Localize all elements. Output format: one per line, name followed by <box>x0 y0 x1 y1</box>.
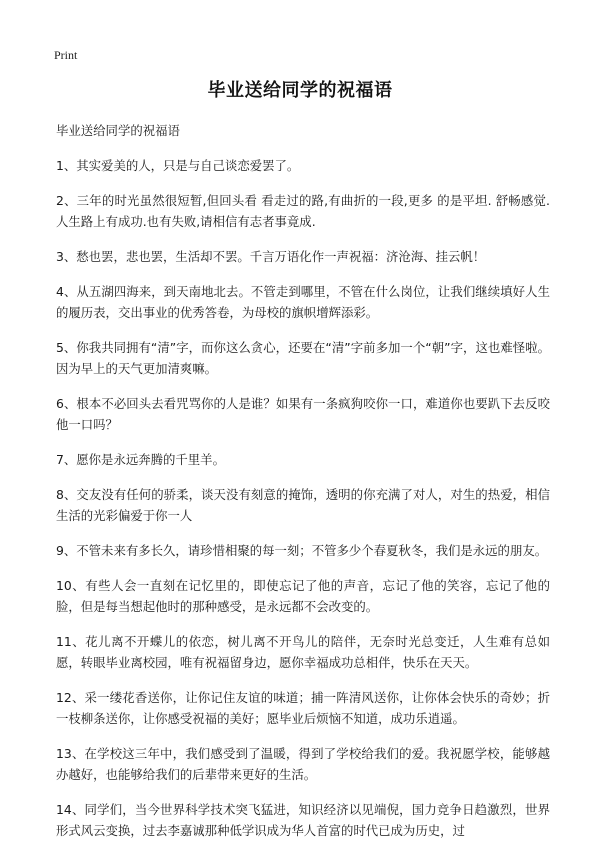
paragraph: 10、有些人会一直刻在记忆里的，即使忘记了他的声音，忘记了他的笑容，忘记了他的脸，但是每当想起他时的那种感受，是永远都不会改变的。 <box>56 578 550 614</box>
paragraph: 9、不管未来有多长久，请珍惜相聚的每一刻；不管多少个春夏秋冬，我们是永远的朋友。 <box>56 543 548 558</box>
document-subtitle: 毕业送给同学的祝福语 <box>56 123 180 138</box>
paragraph: 14、同学们，当今世界科学技术突飞猛进，知识经济以见端倪，国力竞争日趋激烈，世界形式风云变换，过去李嘉诚那种低学识成为华人首富的时代已成为历史，过 <box>56 802 550 838</box>
page-title: 毕业送给同学的祝福语 <box>207 80 393 101</box>
paragraph: 7、愿你是永远奔腾的千里羊。 <box>56 452 225 467</box>
paragraph: 2、三年的时光虽然很短暂,但回头看 看走过的路,有曲折的一段,更多 的是平坦. 舒畅感觉.人生路上有成功.也有失败,请相信有志者事竟成. <box>56 193 550 229</box>
paragraph: 6、根本不必回头去看咒骂你的人是谁？如果有一条疯狗咬你一口，难道你也要趴下去反咬他一口吗？ <box>56 396 550 432</box>
paragraph: 12、采一缕花香送你，让你记住友谊的味道；捕一阵清风送你，让你体会快乐的奇妙；折一枝柳条送你，让你感受祝福的美好；愿毕业后烦恼不知道，成功乐逍遥。 <box>56 690 550 726</box>
paragraph: 11、花儿离不开蝶儿的依恋，树儿离不开鸟儿的陪伴，无奈时光总变迁，人生难有总如愿，转眼毕业离校园，唯有祝福留身边，愿你幸福成功总相伴，快乐在天天。 <box>56 634 550 670</box>
paragraph: 13、在学校这三年中，我们感受到了温暖，得到了学校给我们的爱。我祝愿学校，能够越办越好，也能够给我们的后辈带来更好的生活。 <box>56 746 550 782</box>
print-link[interactable]: Print <box>54 48 78 62</box>
paragraph: 8、交友没有任何的骄柔，谈天没有刻意的掩饰，透明的你充满了对人，对生的热爱，相信生活的光彩偏爱于你一人 <box>56 487 550 523</box>
document-body <box>56 120 550 855</box>
paragraph: 3、愁也罢，悲也罢，生活却不罢。千言万语化作一声祝福：济沧海、挂云帆！ <box>56 249 486 264</box>
paragraph: 4、从五湖四海来，到天南地北去。不管走到哪里，不管在什么岗位，让我们继续填好人生的履历表，交出事业的优秀答卷，为母校的旗帜增辉添彩。 <box>56 284 550 320</box>
paragraph: 5、你我共同拥有“清”字，而你这么贪心，还要在“清”字前多加一个“朝”字，这也难怪啦。因为早上的天气更加清爽嘛。 <box>56 340 550 376</box>
paragraph: 1、其实爱美的人，只是与自己谈恋爱罢了。 <box>56 158 300 173</box>
